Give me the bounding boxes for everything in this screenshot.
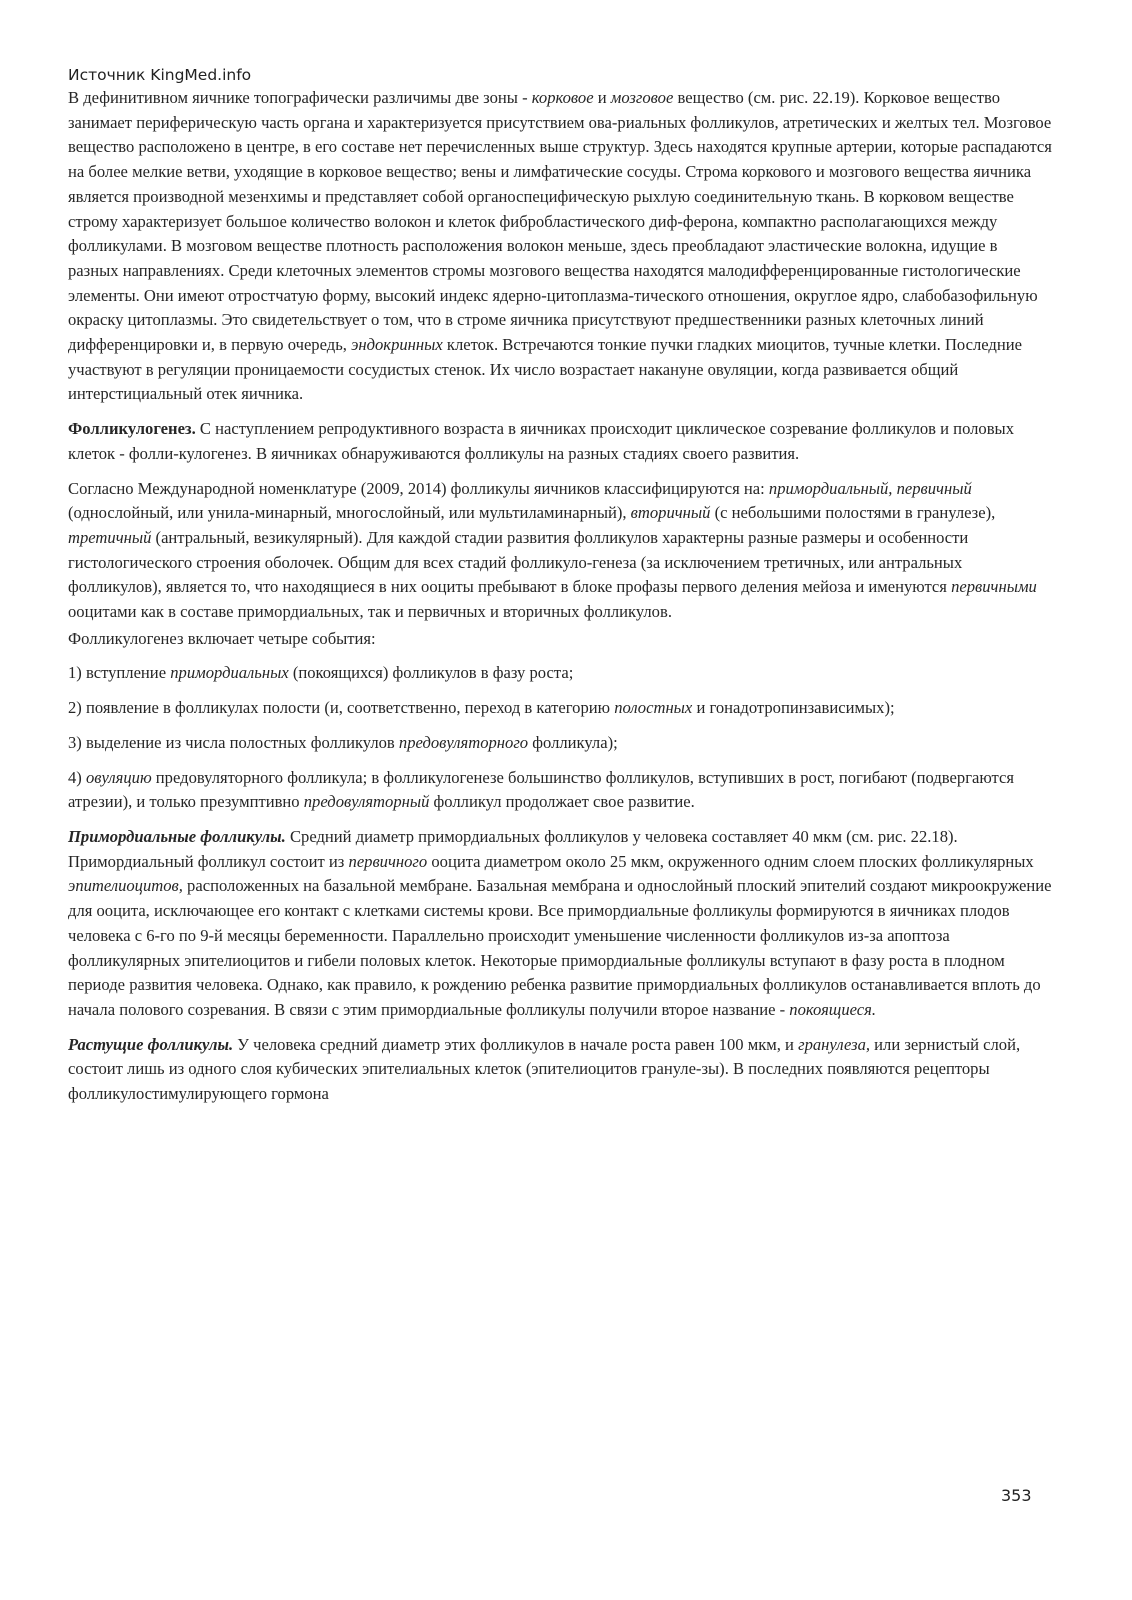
text-run: 2) появление в фолликулах полости (и, соответственно, переход в категорию xyxy=(68,698,615,718)
text-run: ооцитами как в составе примордиальных, так и первичных и вторичных фолликулов. xyxy=(68,602,672,622)
section-heading: Примордиальные фолликулы. xyxy=(68,826,286,846)
text-run: расположенных на базальной мембране. Базальная мембрана и однослойный плоский эпителий создают микроокружение для ооцита, исключающее его контакт с клетками системы крови. Все примордиальные фолликулы формируются в яичниках плодов человека с 6-го по 9-й месяцы беременности. Параллельно происходит уменьшение численности фолликулов из-за апоптоза фолликулярных эпителиоцитов и гибели половых клеток. Некоторые примордиальные фолликулы вступают в фазу роста в плодном периоде развития человека. Однако, как правило, к рождению ребенка развитие примордиальных фолликулов останавливается вплоть до начала полового созревания. В связи с этим примордиальные фолликулы получили второе название - xyxy=(68,876,1052,1019)
text-run: С наступлением репродуктивного возраста в яичниках происходит циклическое созревание фолликулов и половых клеток - фолли-кулогенез. В яичниках обнаруживаются фолликулы на разных стадиях своего развития. xyxy=(68,419,1015,463)
text-run: Согласно Международной номенклатуре (2009, 2014) фолликулы яичников классифицируются на: xyxy=(68,478,769,498)
text-run: Фолликулогенез включает четыре события: xyxy=(68,628,376,648)
italic-term: корковое xyxy=(531,88,594,107)
text-run: У человека средний диаметр этих фолликулов в начале роста равен 100 мкм, и xyxy=(233,1034,799,1054)
italic-term: полостных xyxy=(614,698,693,718)
text-run: (однослойный, или унила-минарный, многослойный, или мультиламинарный), xyxy=(68,503,631,523)
paragraph-nomenclature xyxy=(68,477,1052,625)
paragraph-folliculogenesis xyxy=(68,417,1052,466)
text-run: Средний диаметр примордиальных фолликулов у человека составляет 40 мкм (см. рис. 22.18). Примордиальный фолликул состоит из xyxy=(68,826,958,871)
text-run: фолликула); xyxy=(528,732,618,752)
italic-term: предовуляторный xyxy=(303,792,430,812)
text-run: вещество (см. рис. 22.19). Корковое вещество занимает периферическую часть органа и характеризуется присутствием ова-риальных фолликулов, атретических и желтых тел. Мозговое вещество расположено в центре, в его составе нет перечисленных выше структур. Здесь находятся крупные артерии, которые распадаются на более мелкие ветви, уходящие в корковое вещество; вены и лимфатические сосуды. Строма коркового и мозгового вещества яичника является производной мезенхимы и представляет собой органоспецифическую рыхлую соединительную ткань. В корковом веществе строму характеризует большое количество волокон и клеток фибробластического диф-ферона, компактно располагающихся между фолликулами. В мозговом веществе плотность расположения волокон меньше, здесь преобладают эластические волокна, идущие в разных направлениях. Среди клеточных элементов стромы мозгового вещества находятся малодифференцированные гистологические элементы. Они имеют отростчатую форму, высокий индекс ядерно-цитоплазма-тического отношения, округлое ядро, слабобазофильную окраску цитоплазмы. Это свидетельствует о том, что в строме яичника присутствуют предшественники разных клеточных линий дифференцировки и, в первую очередь, xyxy=(68,88,1052,355)
source-header: Источник KingMed.info xyxy=(68,66,252,84)
italic-term: мозговое xyxy=(610,88,674,107)
list-item-1 xyxy=(68,661,1052,686)
italic-term: эндокринных xyxy=(351,335,443,355)
text-run: предовуляторного фолликула; в фолликулогенезе большинство фолликулов, вступивших в рост, погибают (подвергаются атрезии), и только презумптивно xyxy=(68,767,1014,812)
italic-term: предовуляторного xyxy=(398,732,529,752)
italic-term: вторичный xyxy=(630,503,711,523)
text-run: В дефинитивном яичнике топографически различимы две зоны - xyxy=(68,88,532,107)
italic-term: овуляцию xyxy=(85,767,152,787)
text-run: (покоящихся) фолликулов в фазу роста; xyxy=(288,663,574,683)
italic-term: покоящиеся. xyxy=(789,999,876,1019)
text-run: 3) выделение из числа полостных фолликулов xyxy=(68,732,399,752)
paragraph-zones xyxy=(68,86,1052,407)
page-number: 353 xyxy=(1001,1486,1032,1505)
section-heading: Растущие фолликулы. xyxy=(68,1034,234,1054)
text-run: и гонадотропинзависимых); xyxy=(692,698,895,718)
italic-term: третичный xyxy=(68,527,152,547)
italic-term: гранулеза, xyxy=(798,1034,871,1054)
list-item-3 xyxy=(68,731,1052,756)
text-run: 1) вступление xyxy=(68,663,171,683)
text-run: и xyxy=(593,88,611,107)
text-run: фолликул продолжает свое развитие. xyxy=(429,792,695,812)
text-run: (с небольшими полостями в гранулезе), xyxy=(710,503,996,523)
italic-term: первичного xyxy=(348,851,428,871)
text-run: (антральный, везикулярный). Для каждой стадии развития фолликулов характерны разные размеры и особенности гистологического строения оболочек. Общим для всех стадий фолликуло-генеза (за исключением третичных, или антральных фолликулов), является то, что находящиеся в них ооциты пребывают в блоке профазы первого деления мейоза и именуются xyxy=(68,527,969,597)
italic-term: примордиальный, первичный xyxy=(768,478,972,498)
paragraph-events-intro xyxy=(68,627,1052,652)
section-heading: Фолликулогенез. xyxy=(68,419,196,439)
list-item-4 xyxy=(68,766,1052,815)
text-run: ооцита диаметром около 25 мкм, окруженного одним слоем плоских фолликулярных xyxy=(427,851,1034,871)
italic-term: примордиальных xyxy=(170,663,289,683)
list-item-2 xyxy=(68,696,1052,721)
text-run: или зернистый слой, состоит лишь из одного слоя кубических эпителиальных клеток (эпителиоцитов грануле-зы). В последних появляются рецепторы фолликулостимулирующего гормона xyxy=(68,1034,1021,1104)
text-run: клеток. Встречаются тонкие пучки гладких миоцитов, тучные клетки. Последние участвуют в регуляции проницаемости сосудистых стенок. Их число возрастает накануне овуляции, когда развивается общий интерстициальный отек яичника. xyxy=(68,335,1022,404)
paragraph-growing xyxy=(68,1033,1052,1107)
body-text xyxy=(68,86,1052,1107)
text-run: 4) xyxy=(68,767,86,787)
paragraph-primordial xyxy=(68,825,1052,1023)
italic-term: первичными xyxy=(951,577,1037,597)
italic-term: эпителиоцитов, xyxy=(68,876,183,896)
